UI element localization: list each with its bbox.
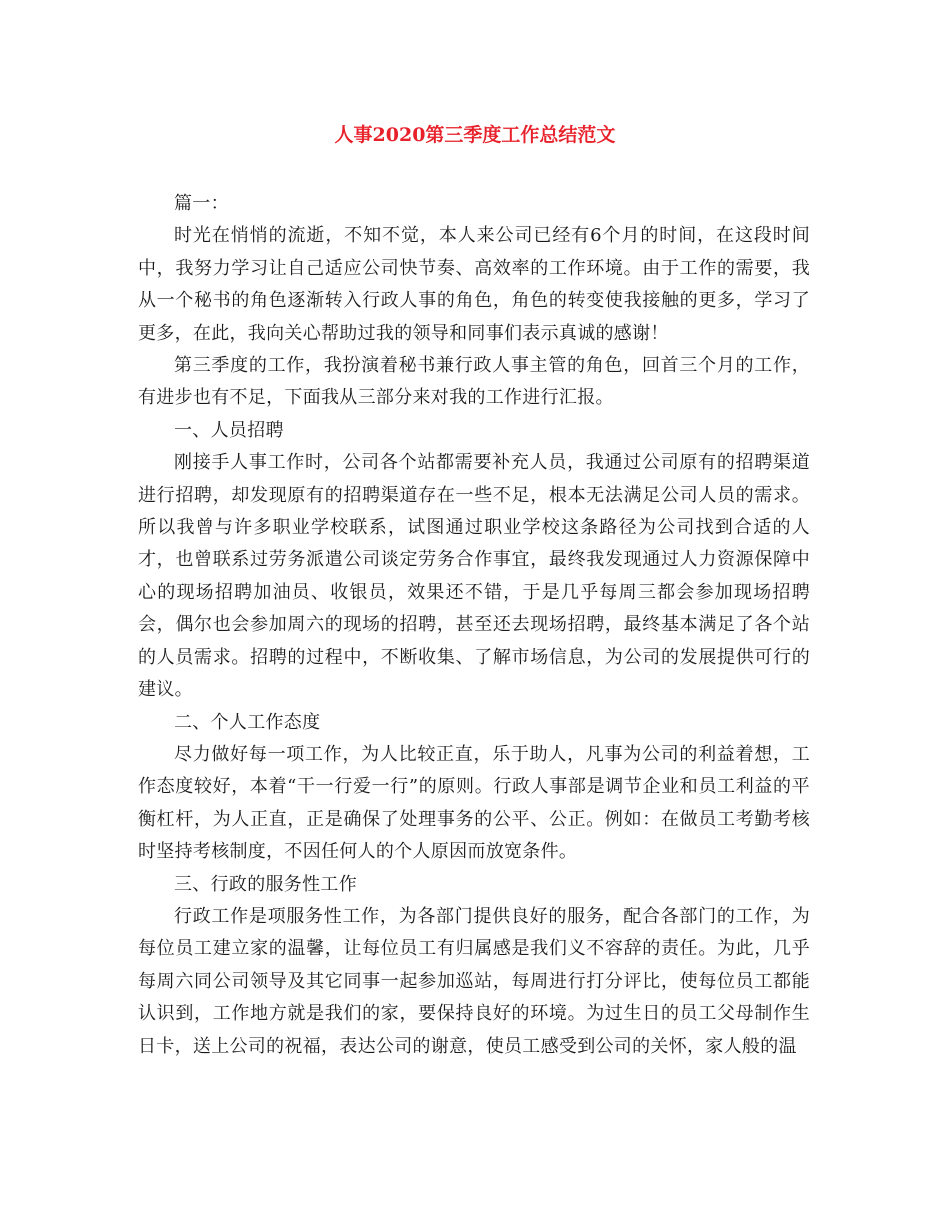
paragraph-part-label: 篇一：: [174, 193, 229, 214]
document-body: [138, 188, 810, 1063]
section-heading-service: 三、行政的服务性工作: [174, 873, 357, 895]
paragraph-overview: 第三季度的工作，我扮演着秘书兼行政人事主管的角色，回首三个月的工作，有进步也有不足，下面我从三部分来对我的工作进行汇报。: [138, 355, 810, 409]
section-heading-attitude: 二、个人工作态度: [174, 711, 321, 733]
document-title: 人事2020第三季度工作总结范文: [334, 124, 616, 146]
paragraph-recruitment: 刚接手人事工作时，公司各个站都需要补充人员，我通过公司原有的招聘渠道进行招聘，却发现原有的招聘渠道存在一些不足，根本无法满足公司人员的需求。所以我曾与许多职业学校联系，试图通过职业学校这条路径为公司找到合适的人才，也曾联系过劳务派遣公司谈定劳务合作事宜，最终我发现通过人力资源保障中心的现场招聘加油员、收银员，效果还不错，于是几乎每周三都会参加现场招聘会，偶尔也会参加周六的现场的招聘，甚至还去现场招聘，最终基本满足了各个站的人员需求。招聘的过程中，不断收集、了解市场信息，为公司的发展提供可行的建议。: [138, 452, 810, 701]
paragraph-intro: 时光在悄悄的流逝，不知不觉，本人来公司已经有6个月的时间，在这段时间中，我努力学习让自己适应公司快节奏、高效率的工作环境。由于工作的需要，我从一个秘书的角色逐渐转入行政人事的角色，角色的转变使我接触的更多，学习了更多，在此，我向关心帮助过我的领导和同事们表示真诚的感谢！: [138, 225, 810, 344]
paragraph-service: 行政工作是项服务性工作，为各部门提供良好的服务，配合各部门的工作，为每位员工建立家的温馨，让每位员工有归属感是我们义不容辞的责任。为此，几乎每周六同公司领导及其它同事一起参加巡站，每周进行打分评比，使每位员工都能认识到，工作地方就是我们的家，要保持良好的环境。为过生日的员工父母制作生日卡，送上公司的祝福，表达公司的谢意，使员工感受到公司的关怀，家人般的温: [138, 905, 810, 1057]
paragraph-attitude: 尽力做好每一项工作，为人比较正直，乐于助人，凡事为公司的利益着想，工作态度较好，本着“干一行爱一行”的原则。行政人事部是调节企业和员工利益的平衡杠杆，为人正直，正是确保了处理事务的公平、公正。例如：在做员工考勤考核时坚持考核制度，不因任何人的个人原因而放宽条件。: [138, 743, 810, 863]
section-heading-recruitment: 一、人员招聘: [174, 419, 284, 441]
